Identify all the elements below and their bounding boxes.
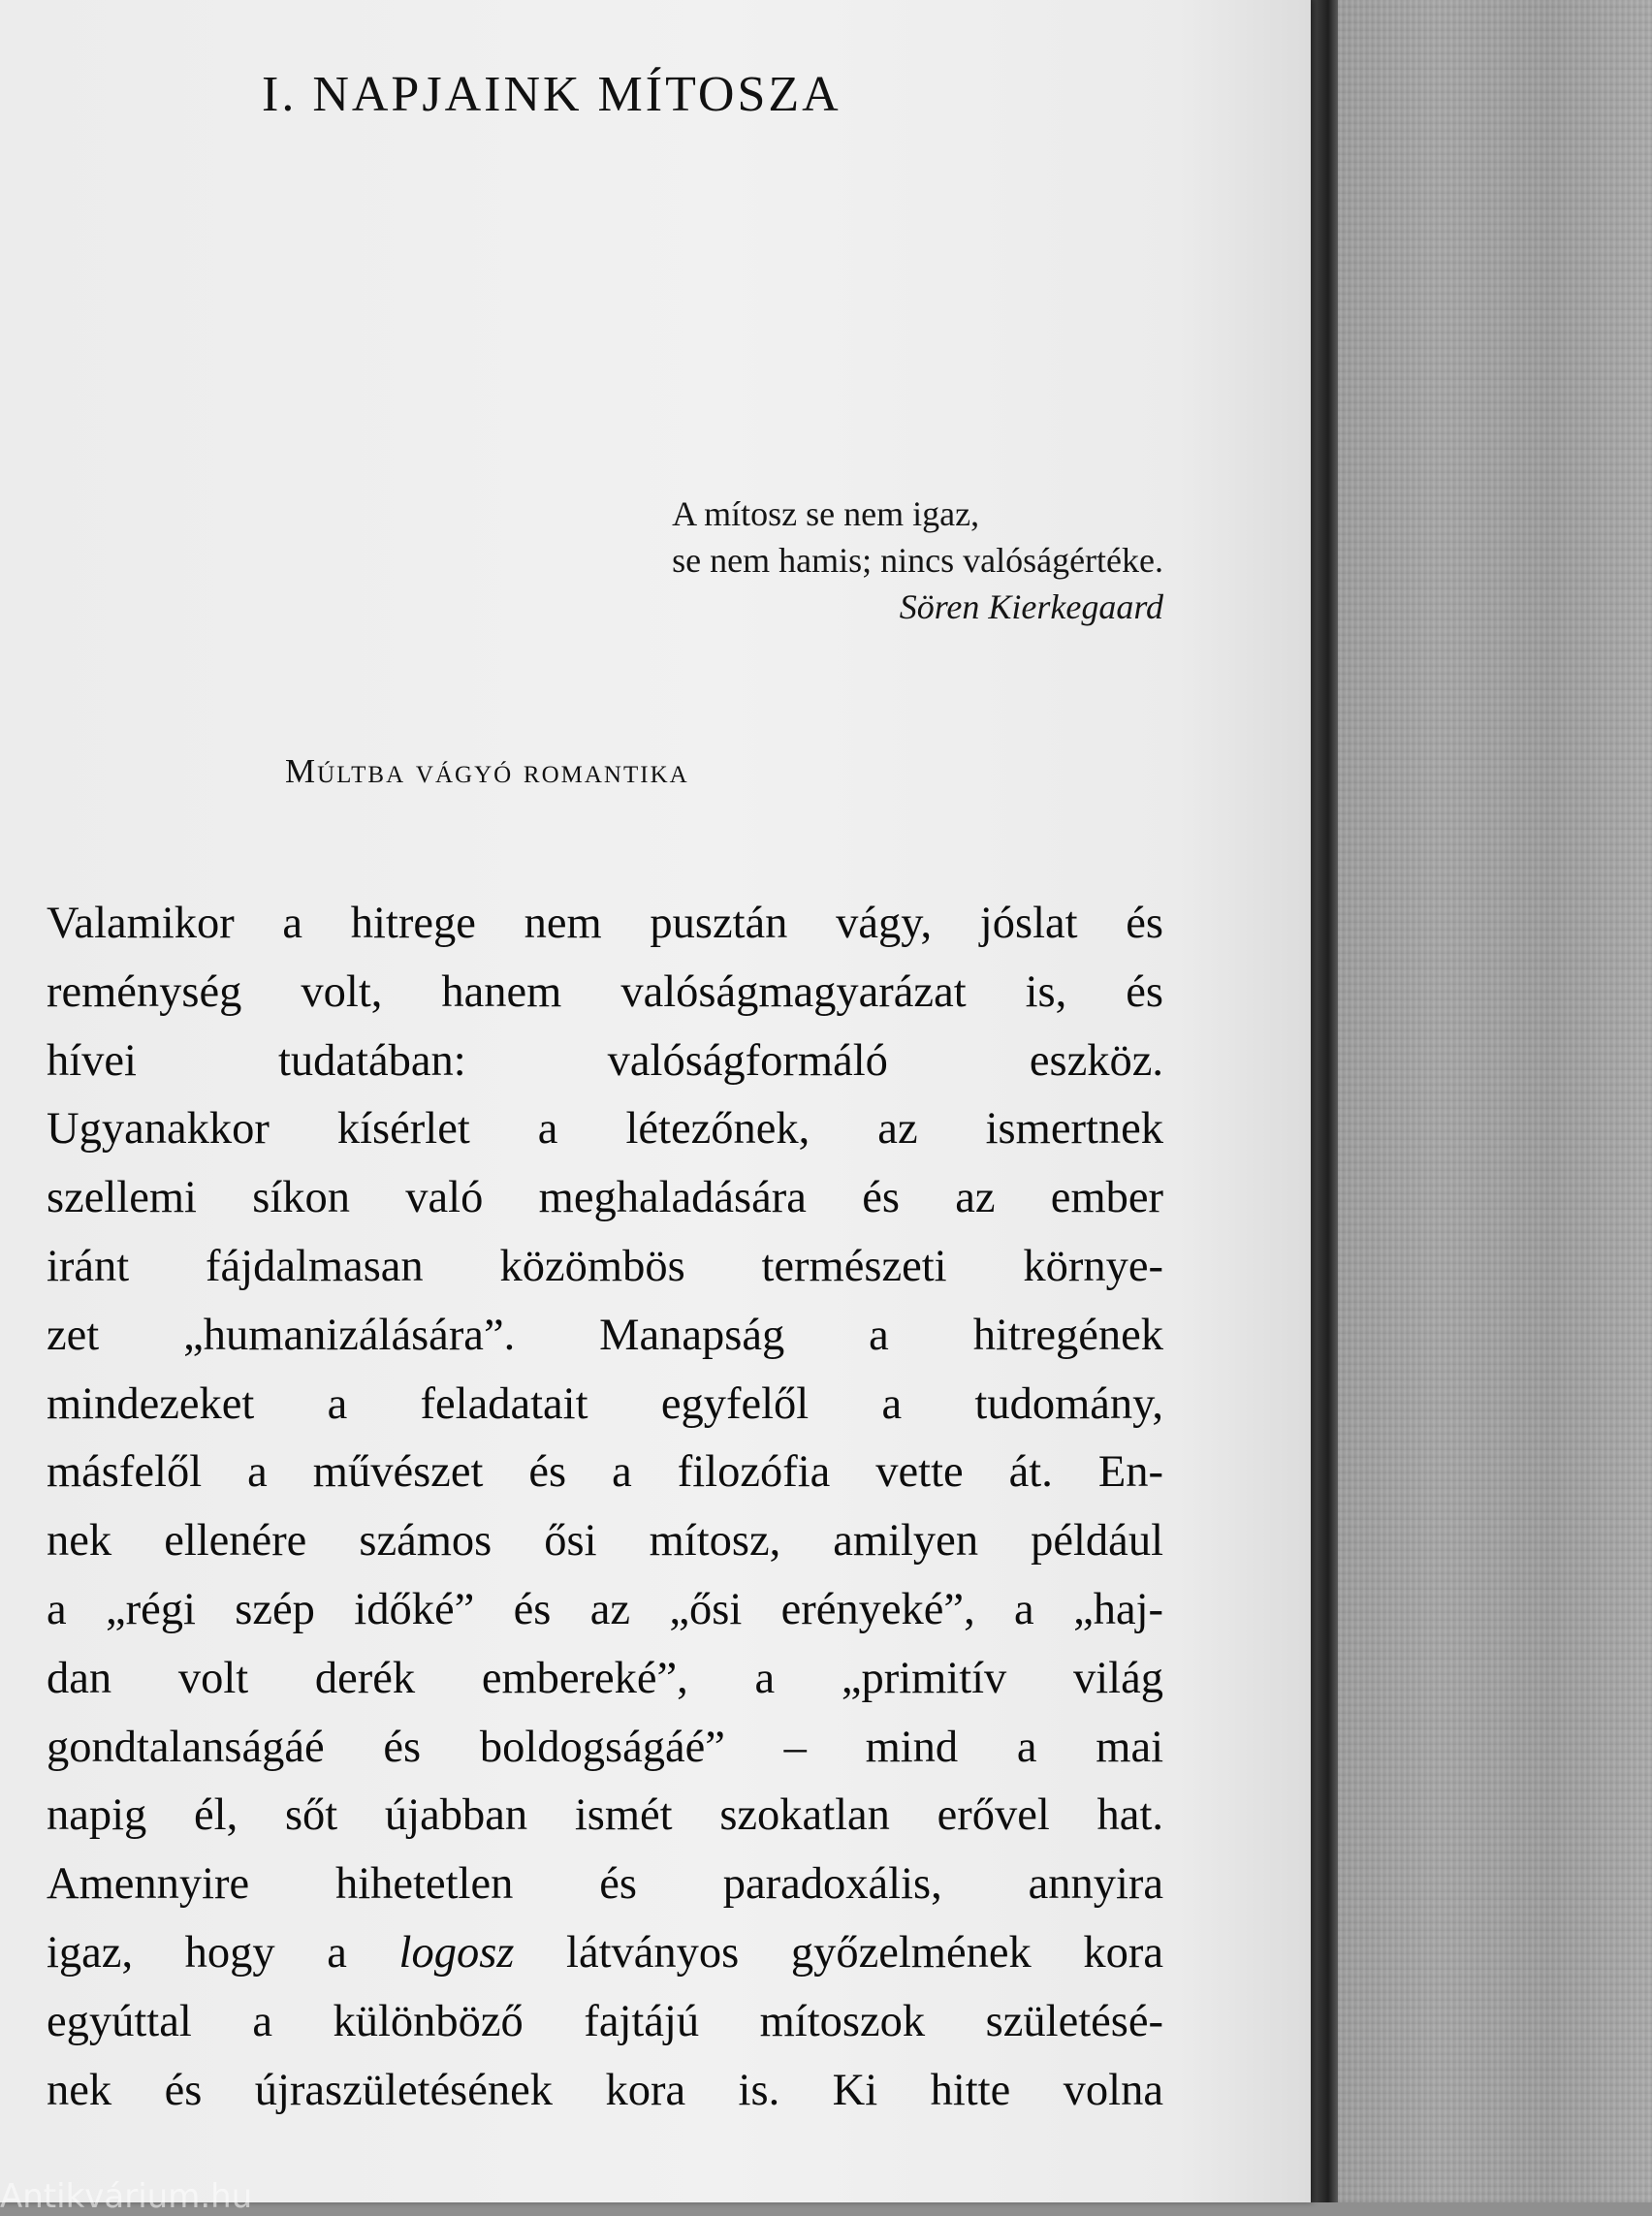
body-line-part: igaz, hogy a bbox=[47, 1927, 399, 1978]
body-line: egyúttal a különböző fajtájú mítoszok születésé- bbox=[47, 1996, 1163, 2046]
body-line-part: látványos győzelmének kora bbox=[514, 1927, 1163, 1978]
body-line: gondtalanságáé és boldogságáé” – mind a mai bbox=[47, 1722, 1163, 1772]
body-line: zet „humanizálására”. Manapság a hitregének bbox=[47, 1310, 1163, 1360]
epigraph-author: Sören Kierkegaard bbox=[899, 587, 1163, 626]
section-title: Múltba vágyó romantika bbox=[285, 752, 689, 790]
body-line: nek és újraszületésének kora is. Ki hitte volna bbox=[47, 2065, 1163, 2115]
background-surface bbox=[1299, 0, 1652, 2202]
body-line: nek ellenére számos ősi mítosz, amilyen például bbox=[47, 1516, 1163, 1567]
body-text bbox=[47, 890, 1163, 2125]
watermark: Antikvárium.hu bbox=[0, 2177, 253, 2216]
body-line: reménység volt, hanem valóságmagyarázat is, és bbox=[47, 966, 1163, 1017]
body-line: napig él, sőt újabban ismét szokatlan erővel hat. bbox=[47, 1790, 1163, 1841]
body-line: hívei tudatában: valóságformáló eszköz. bbox=[47, 1035, 1163, 1086]
body-line: mindezeket a feladatait egyfelől a tudomány, bbox=[47, 1378, 1163, 1429]
body-line: másfelől a művészet és a filozófia vette át. En- bbox=[47, 1447, 1163, 1498]
epigraph-line-2: se nem hamis; nincs valóságértéke. bbox=[672, 541, 1163, 580]
epigraph-line-1: A mítosz se nem igaz, bbox=[672, 494, 980, 533]
body-line: szellemi síkon való meghaladására és az ember bbox=[47, 1173, 1163, 1223]
body-line: Valamikor a hitrege nem pusztán vágy, jóslat és bbox=[47, 899, 1163, 948]
body-line-with-italic bbox=[47, 1919, 1163, 1988]
epigraph bbox=[672, 491, 1163, 630]
body-line: iránt fájdalmasan közömbös természeti környe- bbox=[47, 1241, 1163, 1291]
body-line: a „régi szép időké” és az „ősi erényeké”, a „haj- bbox=[47, 1584, 1163, 1634]
body-line: Amennyire hihetetlen és paradoxális, annyira bbox=[47, 1859, 1163, 1910]
body-line: dan volt derék embereké”, a „primitív világ bbox=[47, 1653, 1163, 1703]
italic-term: logosz bbox=[398, 1927, 515, 1978]
chapter-title: I. NAPJAINK MÍTOSZA bbox=[262, 67, 842, 122]
body-line: Ugyanakkor kísérlet a létezőnek, az ismertnek bbox=[47, 1104, 1163, 1155]
